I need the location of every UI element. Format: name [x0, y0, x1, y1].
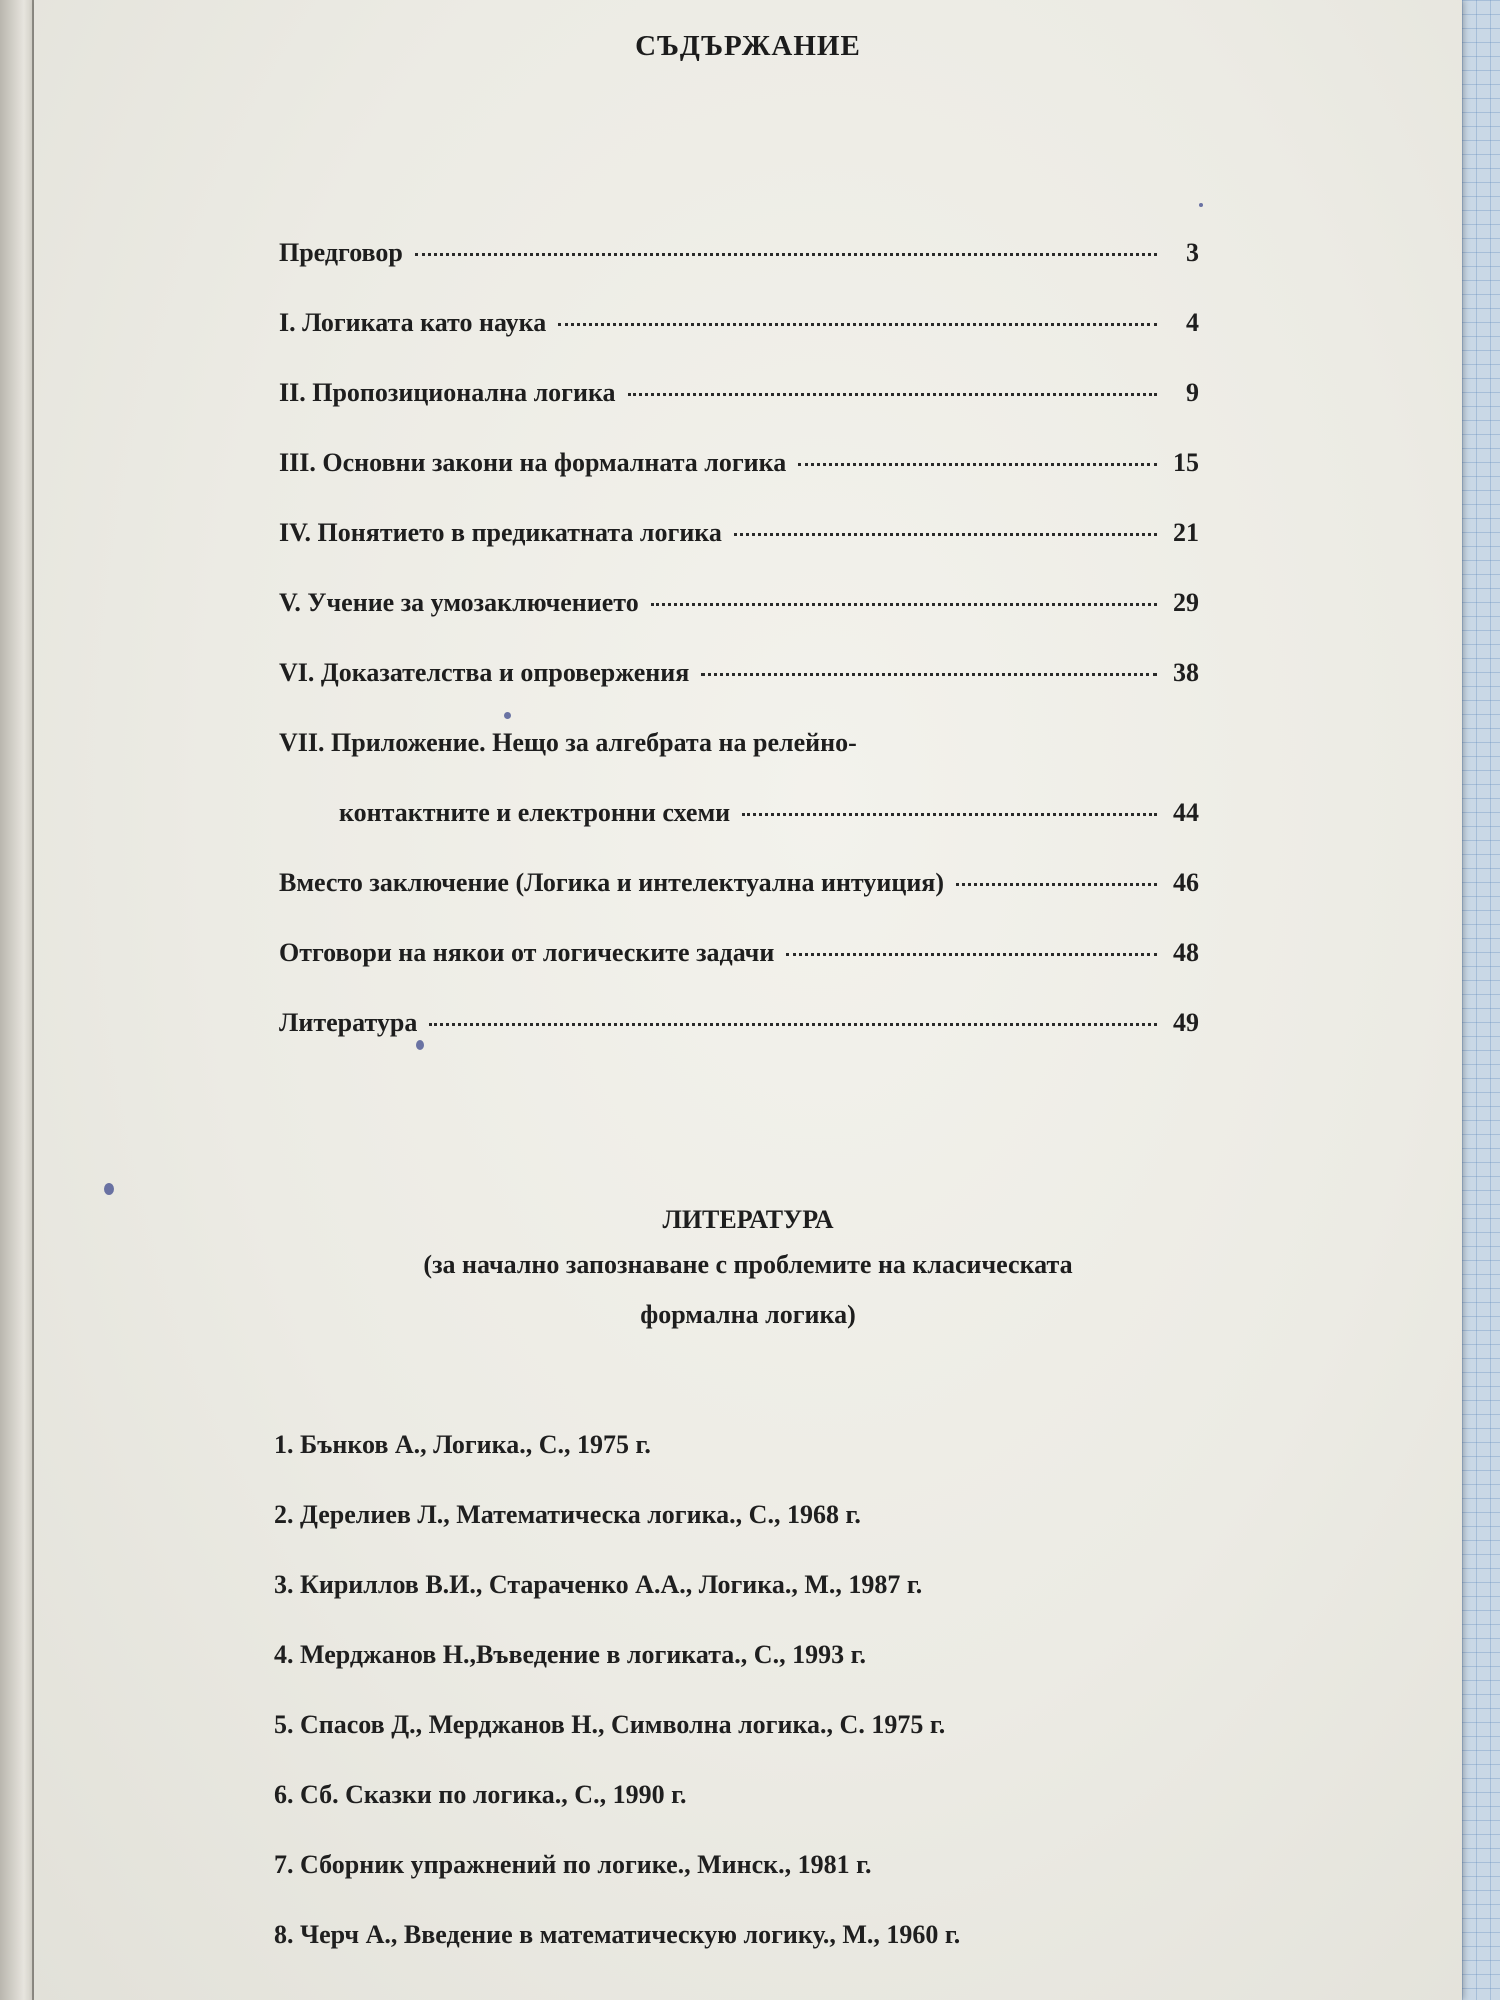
toc-entry [279, 588, 1199, 658]
toc-entry-title: III. Основни закони на формалната логика [279, 448, 787, 477]
bibliography-item: 7. Сборник упражнений по логике., Минск., 1981 г. [274, 1850, 872, 1879]
toc-leader-dots [701, 673, 1157, 676]
toc-entry-page: 44 [1173, 798, 1199, 827]
toc-entry-title: II. Пропозиционална логика [279, 378, 616, 407]
literature-title: ЛИТЕРАТУРА [662, 1205, 834, 1234]
toc-entry-page: 38 [1173, 658, 1199, 687]
bibliography-item: 5. Спасов Д., Мерджанов Н., Символна логика., С. 1975 г. [274, 1710, 946, 1739]
toc-entry [279, 238, 1199, 308]
toc-entry [279, 938, 1199, 1008]
toc-entry-page: 48 [1173, 938, 1199, 967]
toc-leader-dots [651, 603, 1157, 606]
background-surface [1462, 0, 1500, 2000]
literature-subtitle-line1: (за начално запознаване с проблемите на класическата [423, 1250, 1073, 1279]
toc-leader-dots [742, 813, 1157, 816]
toc-entry [279, 728, 1199, 798]
toc-entry [279, 658, 1199, 728]
literature-subtitle-line2: формална логика) [640, 1300, 856, 1329]
toc-entry-title: контактните и електронни схеми [339, 798, 731, 827]
toc-entry [279, 518, 1199, 588]
toc-entry-title: V. Учение за умозаключението [279, 588, 639, 617]
toc-entry-page: 15 [1173, 448, 1199, 477]
toc-entry-page: 9 [1186, 378, 1199, 407]
adjacent-page-edge [0, 0, 34, 2000]
bibliography-list [274, 1430, 1274, 1990]
table-of-contents [279, 238, 1199, 1078]
toc-entry-title: Предговор [279, 238, 403, 267]
bibliography-item: 6. Сб. Сказки по логика., С., 1990 г. [274, 1780, 687, 1809]
toc-entry [279, 448, 1199, 518]
ink-speck [504, 712, 511, 719]
toc-leader-dots [956, 883, 1157, 886]
ink-speck [104, 1183, 114, 1195]
literature-heading [34, 1200, 1462, 1340]
toc-leader-dots [558, 323, 1157, 326]
contents-title: СЪДЪРЖАНИЕ [635, 30, 861, 62]
toc-leader-dots [628, 393, 1157, 396]
toc-entry-title: Вместо заключение (Логика и интелектуална интуиция) [279, 868, 945, 897]
toc-entry-page: 46 [1173, 868, 1199, 897]
toc-entry-title: VI. Доказателства и опровержения [279, 658, 690, 687]
toc-entry-page: 4 [1186, 308, 1199, 337]
toc-entry-page: 29 [1173, 588, 1199, 617]
toc-leader-dots [786, 953, 1157, 956]
bibliography-item: 4. Мерджанов Н.,Въведение в логиката., С., 1993 г. [274, 1640, 866, 1669]
book-page [34, 0, 1462, 2000]
bibliography-item: 3. Кириллов В.И., Стараченко А.А., Логика., М., 1987 г. [274, 1570, 923, 1599]
toc-entry-title: IV. Понятието в предикатната логика [279, 518, 722, 547]
bibliography-item: 8. Черч А., Введение в математическую логику., М., 1960 г. [274, 1920, 961, 1949]
ink-speck [1199, 203, 1203, 207]
bibliography-item: 2. Дерелиев Л., Математическа логика., С., 1968 г. [274, 1500, 861, 1529]
ink-speck [416, 1040, 424, 1050]
toc-entry-title: I. Логиката като наука [279, 308, 547, 337]
toc-entry [279, 308, 1199, 378]
toc-entry-continuation [279, 798, 1199, 868]
toc-leader-dots [415, 253, 1157, 256]
toc-leader-dots [429, 1023, 1157, 1026]
toc-entry-page: 49 [1173, 1008, 1199, 1037]
toc-entry-page: 21 [1173, 518, 1199, 547]
toc-entry [279, 868, 1199, 938]
bibliography-item: 1. Бънков А., Логика., С., 1975 г. [274, 1430, 651, 1459]
toc-leader-dots [734, 533, 1157, 536]
toc-entry-title: VII. Приложение. Нещо за алгебрата на релейно- [279, 728, 857, 757]
toc-entry-title: Отговори на някои от логическите задачи [279, 938, 775, 967]
toc-entry [279, 378, 1199, 448]
toc-entry-title: Литература [279, 1008, 418, 1037]
toc-leader-dots [798, 463, 1157, 466]
toc-entry-page: 3 [1186, 238, 1199, 267]
